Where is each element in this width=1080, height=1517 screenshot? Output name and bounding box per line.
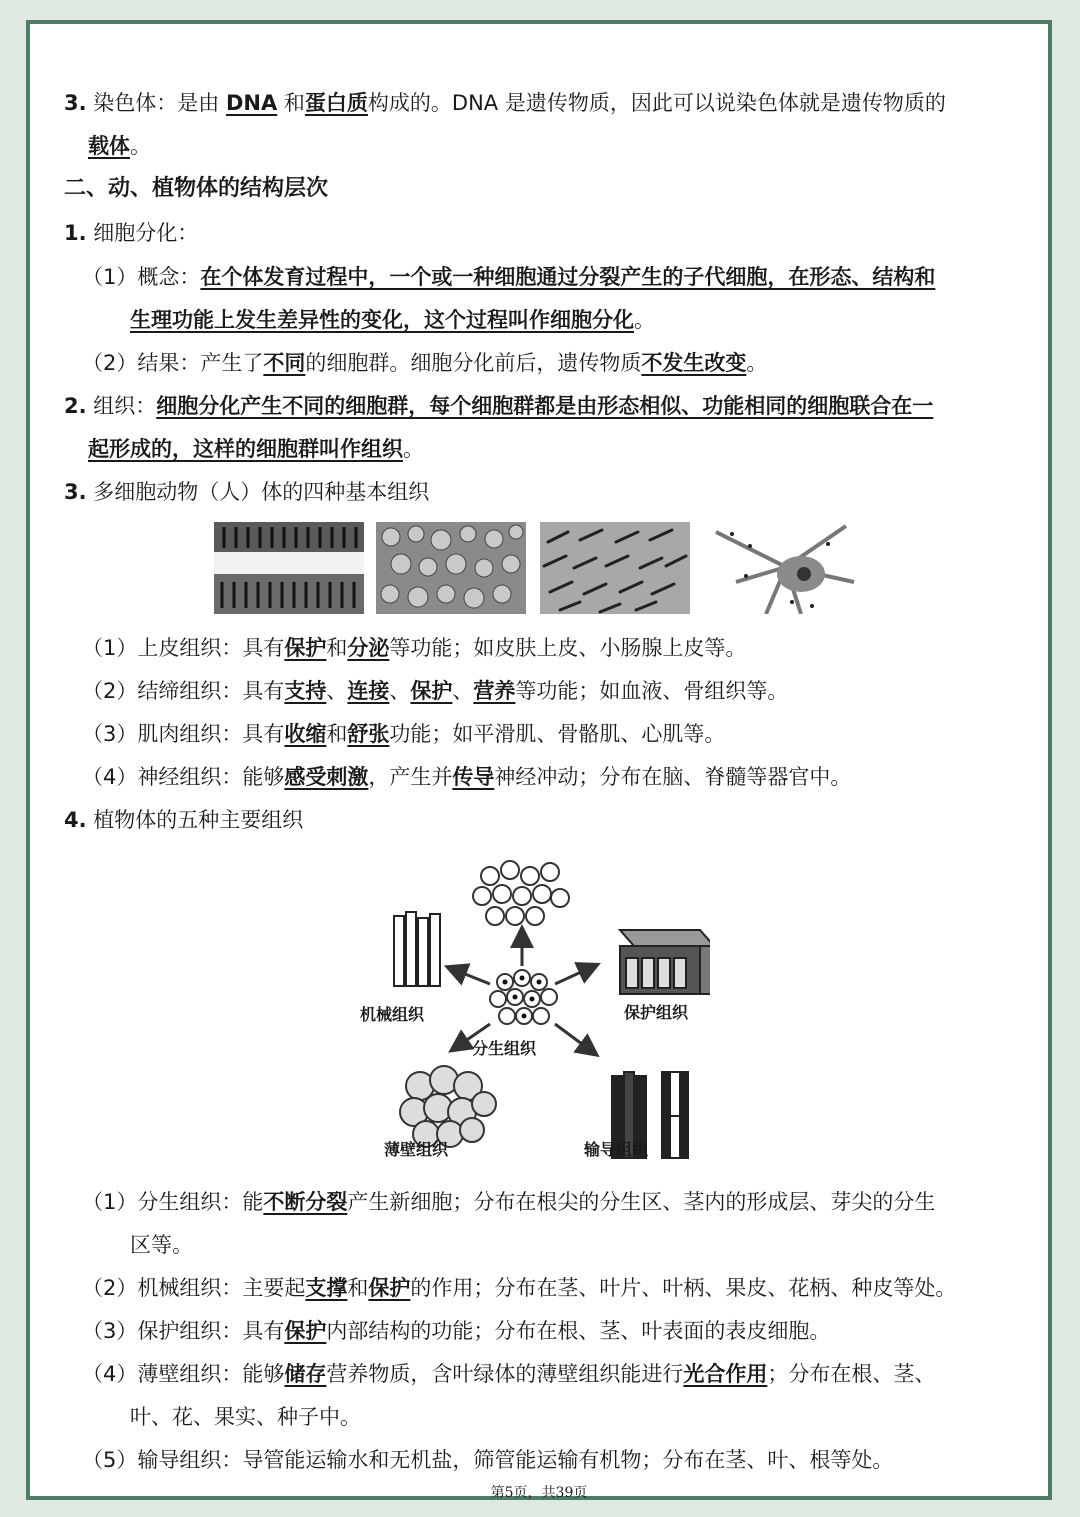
plant-tissue-item-2: （2）机械组织：主要起支撑和保护的作用；分布在茎、叶片、叶柄、果皮、花柄、种皮等处。: [82, 1276, 957, 1300]
animal-tissue-item-4: （4）神经组织：能够感受刺激，产生并传导神经冲动；分布在脑、脊髓等器官中。: [82, 765, 852, 789]
connective-tissue-image: [376, 522, 526, 614]
plant-tissue-item-4-line-1: （4）薄壁组织：能够储存营养物质，含叶绿体的薄壁组织能进行光合作用；分布在根、茎、: [82, 1362, 936, 1386]
tissue-line-1: 2. 组织：细胞分化产生不同的细胞群，每个细胞群都是由形态相似、功能相同的细胞联合在一: [64, 394, 934, 418]
label-mechanical-tissue: 机械组织: [360, 1005, 425, 1024]
label-conducting-tissue: 输导组织: [584, 1140, 649, 1159]
concept-line-1: （1）概念：在个体发育过程中，一个或一种细胞通过分裂产生的子代细胞，在形态、结构和: [82, 265, 936, 289]
animal-tissue-title: 3. 多细胞动物（人）体的四种基本组织: [64, 480, 430, 504]
parenchyma-shape: [400, 1066, 496, 1147]
label-parenchyma-tissue: 薄壁组织: [384, 1140, 449, 1159]
tissue-line-2: 起形成的，这样的细胞群叫作组织。: [88, 437, 424, 461]
plant-tissue-item-1-line-2: 区等。: [130, 1233, 193, 1257]
muscle-tissue-image: [540, 522, 690, 614]
animal-tissue-item-3: （3）肌肉组织：具有收缩和舒张功能；如平滑肌、骨骼肌、心肌等。: [82, 722, 726, 746]
plant-tissue-title: 4. 植物体的五种主要组织: [64, 808, 304, 832]
mechanical-tissue-shape: [394, 912, 440, 986]
label-protective-tissue: 保护组织: [624, 1003, 689, 1022]
concept-line-2: 生理功能上发生差异性的变化，这个过程叫作细胞分化。: [130, 308, 655, 332]
top-cell-cluster: [473, 861, 569, 925]
nerve-tissue-image: [706, 522, 856, 614]
plant-tissue-item-4-line-2: 叶、花、果实、种子中。: [130, 1405, 361, 1429]
differentiation-title: 1. 细胞分化：: [64, 221, 199, 245]
section-heading: 二、动、植物体的结构层次: [64, 176, 329, 201]
plant-tissue-item-3: （3）保护组织：具有保护内部结构的功能；分布在根、茎、叶表面的表皮细胞。: [82, 1319, 831, 1343]
animal-tissue-item-2: （2）结缔组织：具有支持、连接、保护、营养等功能；如血液、骨组织等。: [82, 679, 789, 703]
chromosome-line-2: 载体。: [88, 134, 151, 158]
epithelial-tissue-image: [214, 522, 364, 614]
result-line: （2）结果：产生了不同的细胞群。细胞分化前后，遗传物质不发生改变。: [82, 351, 768, 375]
animal-tissue-item-1: （1）上皮组织：具有保护和分泌等功能；如皮肤上皮、小肠腺上皮等。: [82, 636, 747, 660]
protective-tissue-shape: [620, 930, 710, 994]
plant-tissue-item-1-line-1: （1）分生组织：能不断分裂产生新细胞；分布在根尖的分生区、茎内的形成层、芽尖的分生: [82, 1190, 936, 1214]
document-page: [26, 20, 1052, 1500]
plant-tissue-item-5: （5）输导组织：导管能运输水和无机盐，筛管能运输有机物；分布在茎、叶、根等处。: [82, 1448, 894, 1472]
label-meristem-tissue: 分生组织: [472, 1039, 537, 1058]
page-footer: 第5页，共39页: [490, 1485, 588, 1501]
chromosome-line-1: 3. 染色体：是由 DNA 和蛋白质构成的。DNA 是遗传物质，因此可以说染色体就是遗传物质的: [64, 91, 946, 115]
